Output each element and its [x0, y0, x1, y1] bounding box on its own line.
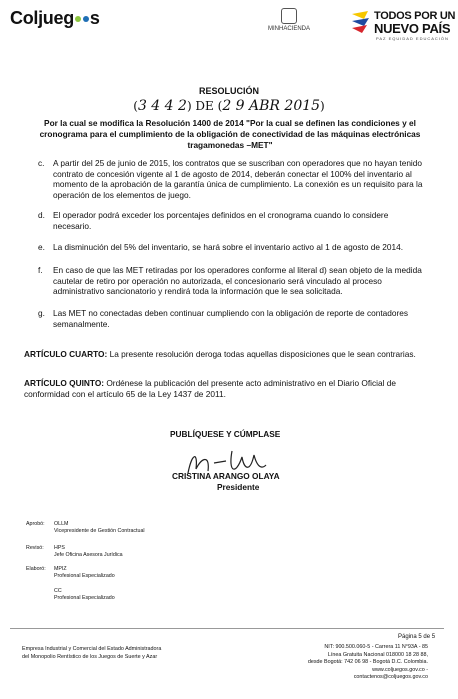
ministry-logo — [268, 8, 310, 32]
footer-right: NIT: 900.500.060-5 - Carrera 11 N°93A - 85 Línea Gratuita Nacional 018000 18 28 88, desde Bogotá: 742 06 98 - Bogotá D.C. Colombia. www.coljuegos.gov.co - contactenos@coljuegos.gov.co — [300, 644, 428, 682]
review-elaboro: Elaboró: MPIZ Profesional Especializado — [26, 566, 115, 579]
crest-icon — [281, 8, 297, 24]
footer-contact-link[interactable]: www.coljuegos.gov.co - contactenos@coljuegos.gov.co — [353, 666, 428, 680]
doc-title: RESOLUCIÓN — [198, 86, 259, 96]
signer-role: Presidente — [217, 482, 260, 492]
colombia-flag-icon — [350, 10, 372, 36]
item-g: g. Las MET no conectadas deben continuar cumpliendo con la obligación de reporte de contadores semanalmente. — [38, 308, 409, 329]
footer-left: Empresa Industrial y Comercial del Estado Administradora del Monopolio Rentístico de los Juegos de Suerte y Azar — [22, 646, 162, 660]
resolution-number: (3 4 4 2) DE (2 9 ABR 2015) — [133, 98, 325, 114]
signer-name: CRISTINA ARANGO OLAYA — [172, 471, 280, 481]
res-date: 2 9 ABR 2015 — [222, 98, 321, 114]
review-aprobo: Aprobó: OLLM Vicepresidente de Gestión Contractual — [26, 521, 145, 534]
publish-statement: PUBLÍQUESE Y CÚMPLASE — [170, 429, 281, 439]
ministry-name: MINHACIENDA — [268, 26, 311, 32]
article-quinto: ARTÍCULO QUINTO: Ordénese la publicación del presente acto administrativo en el Diario Oficial de conformidad con el artículo 65 de la Ley 1437 de 2011. — [24, 378, 396, 399]
coljuegos-logo: Coljueg s — [10, 8, 100, 28]
footer-divider — [10, 628, 444, 629]
item-c: c. A partir del 25 de junio de 2015, los contratos que se suscriban con operadores que no hayan tenido contrato de concesión vigente al 1 de agosto de 2014, deberán conectar el 100% del inventario al momento de la aprobación de la garantía única de cumplimiento. La conexión es un requisito para la operación de los elementos de juego. — [38, 158, 423, 200]
item-f: f. En caso de que las MET retiradas por los operadores conforme al literal d) sean objeto de la medida cautelar de retiro por operación no autorizada, el concesionario será vinculado al proceso administrativo sancionatorio y rendirá toda la información que le sea solicitada. — [38, 265, 422, 297]
logo-dot-green — [75, 16, 81, 22]
campaign-line2: NUEVO PAÍS — [374, 21, 451, 36]
doc-subject: Por la cual se modifica la Resolución 1400 de 2014 "Por la cual se definen las condiciones y el cronograma para el cumplimiento de la obligación de conectividad de las máquinas electrónicas tragamonedas –MET" — [39, 118, 421, 150]
article-cuarto: ARTÍCULO CUARTO: La presente resolución deroga todas aquellas disposiciones que le sean contrarias. — [24, 349, 416, 359]
logo-dot-blue — [83, 16, 89, 22]
campaign-line1: TODOS POR UN — [374, 10, 456, 22]
review-cc: CC Profesional Especializado — [54, 588, 115, 601]
campaign-tagline: PAZ EQUIDAD EDUCACIÓN — [376, 36, 449, 41]
review-reviso: Revisó: HPS Jefe Oficina Asesora Jurídica — [26, 545, 123, 558]
item-d: d. El operador podrá exceder los porcentajes definidos en el cronograma cuando lo considere necesario. — [38, 210, 389, 231]
page-number: Página 5 de 5 — [398, 634, 436, 640]
item-e: e. La disminución del 5% del inventario, se hará sobre el inventario activo al 1 de agosto de 2014. — [38, 242, 404, 252]
res-number: 3 4 4 2 — [137, 98, 187, 114]
